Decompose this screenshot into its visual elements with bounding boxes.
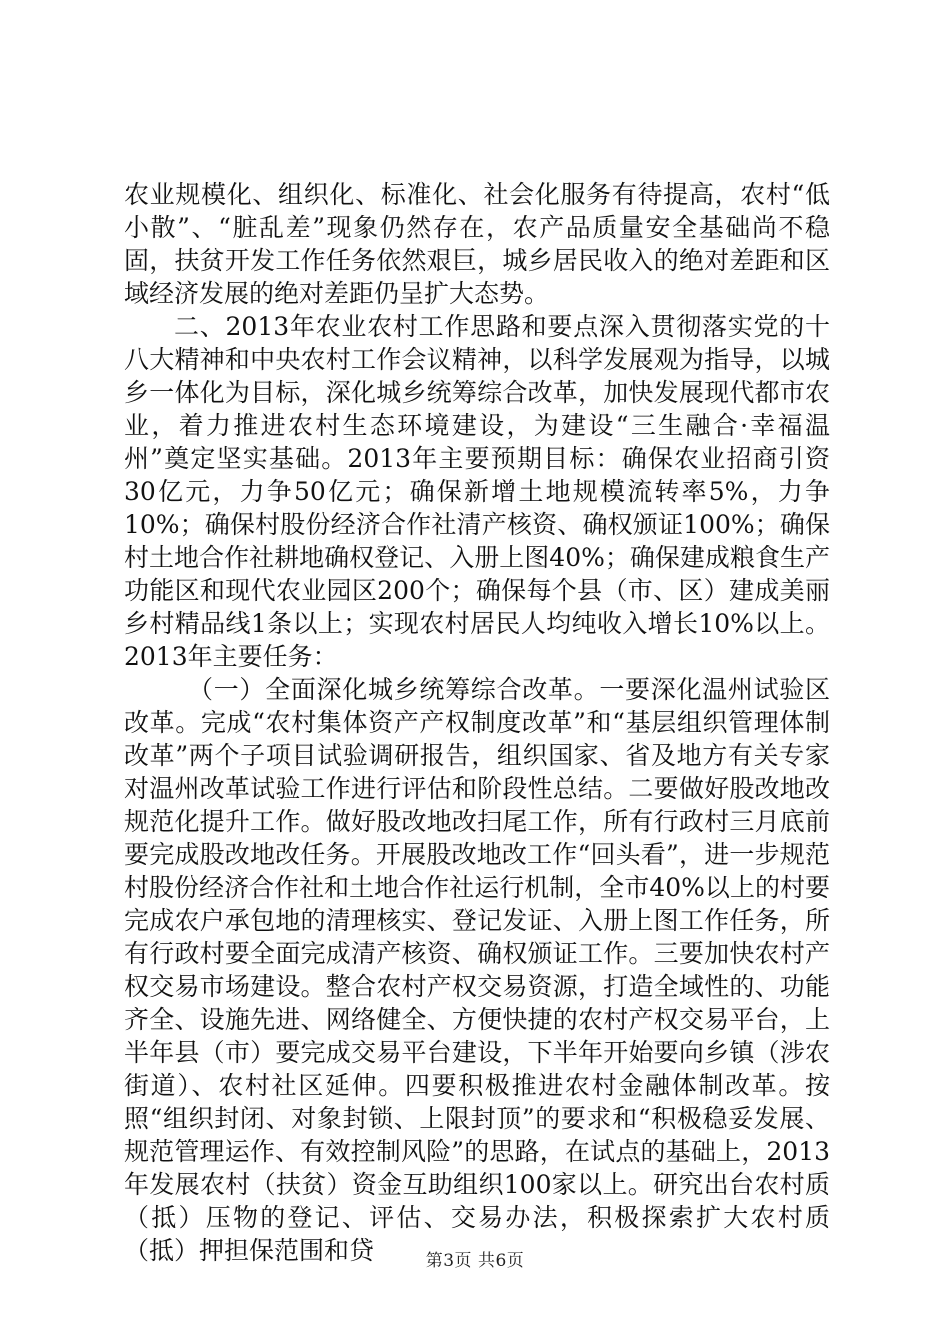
paragraph-continuation: 农业规模化、组织化、标准化、社会化服务有待提高，农村“低小散”、“脏乱差”现象仍然存在，农产品质量安全基础尚不稳固，扶贫开发工作任务依然艰巨，城乡居民收入的绝对差距和区域经济发展的绝对差距仍呈扩大态势。 [124, 180, 830, 308]
paragraph-item-one: （一）全面深化城乡统筹综合改革。一要深化温州试验区改革。完成“农村集体资产产权制度改革”和“基层组织管理体制改革”两个子项目试验调研报告，组织国家、省及地方有关专家对温州改革试验工作进行评估和阶段性总结。二要做好股改地改规范化提升工作。做好股改地改扫尾工作，所有行政村三月底前要完成股改地改任务。开展股改地改工作“回头看”，进一步规范村股份经济合作社和土地合作社运行机制，全市40%以上的村要完成农户承包地的清理核实、登记发证、入册上图工作任务，所有行政村要全面完成清产核资、确权颁证工作。三要加快农村产权交易市场建设。整合农村产权交易资源，打造全域性的、功能齐全、设施先进、网络健全、方便快捷的农村产权交易平台，上半年县（市）要完成交易平台建设，下半年开始要向乡镇（涉农街道）、农村社区延伸。四要积极推进农村金融体制改革。按照“组织封闭、对象封锁、上限封顶”的要求和“积极稳妥发展、规范管理运作、有效控制风险”的思路，在试点的基础上，2013年发展农村（扶贫）资金互助组织100家以上。研究出台农村质（抵）压物的登记、评估、交易办法，积极探索扩大农村质（抵）押担保范围和贷 [124, 675, 830, 1265]
document-body [124, 178, 830, 1267]
paragraph-section-two: 二、2013年农业农村工作思路和要点深入贯彻落实党的十八大精神和中央农村工作会议精神，以科学发展观为指导，以城乡一体化为目标，深化城乡统筹综合改革，加快发展现代都市农业，着力推进农村生态环境建设，为建设“三生融合·幸福温州”奠定坚实基础。2013年主要预期目标：确保农业招商引资30亿元，力争50亿元；确保新增土地规模流转率5%，力争10%；确保村股份经济合作社清产核资、确权颁证100%；确保村土地合作社耕地确权登记、入册上图40%；确保建成粮食生产功能区和现代农业园区200个；确保每个县（市、区）建成美丽乡村精品线1条以上；实现农村居民人均纯收入增长10%以上。2013年主要任务： [124, 312, 830, 671]
page-number-footer: 第3页 共6页 [425, 1251, 525, 1271]
